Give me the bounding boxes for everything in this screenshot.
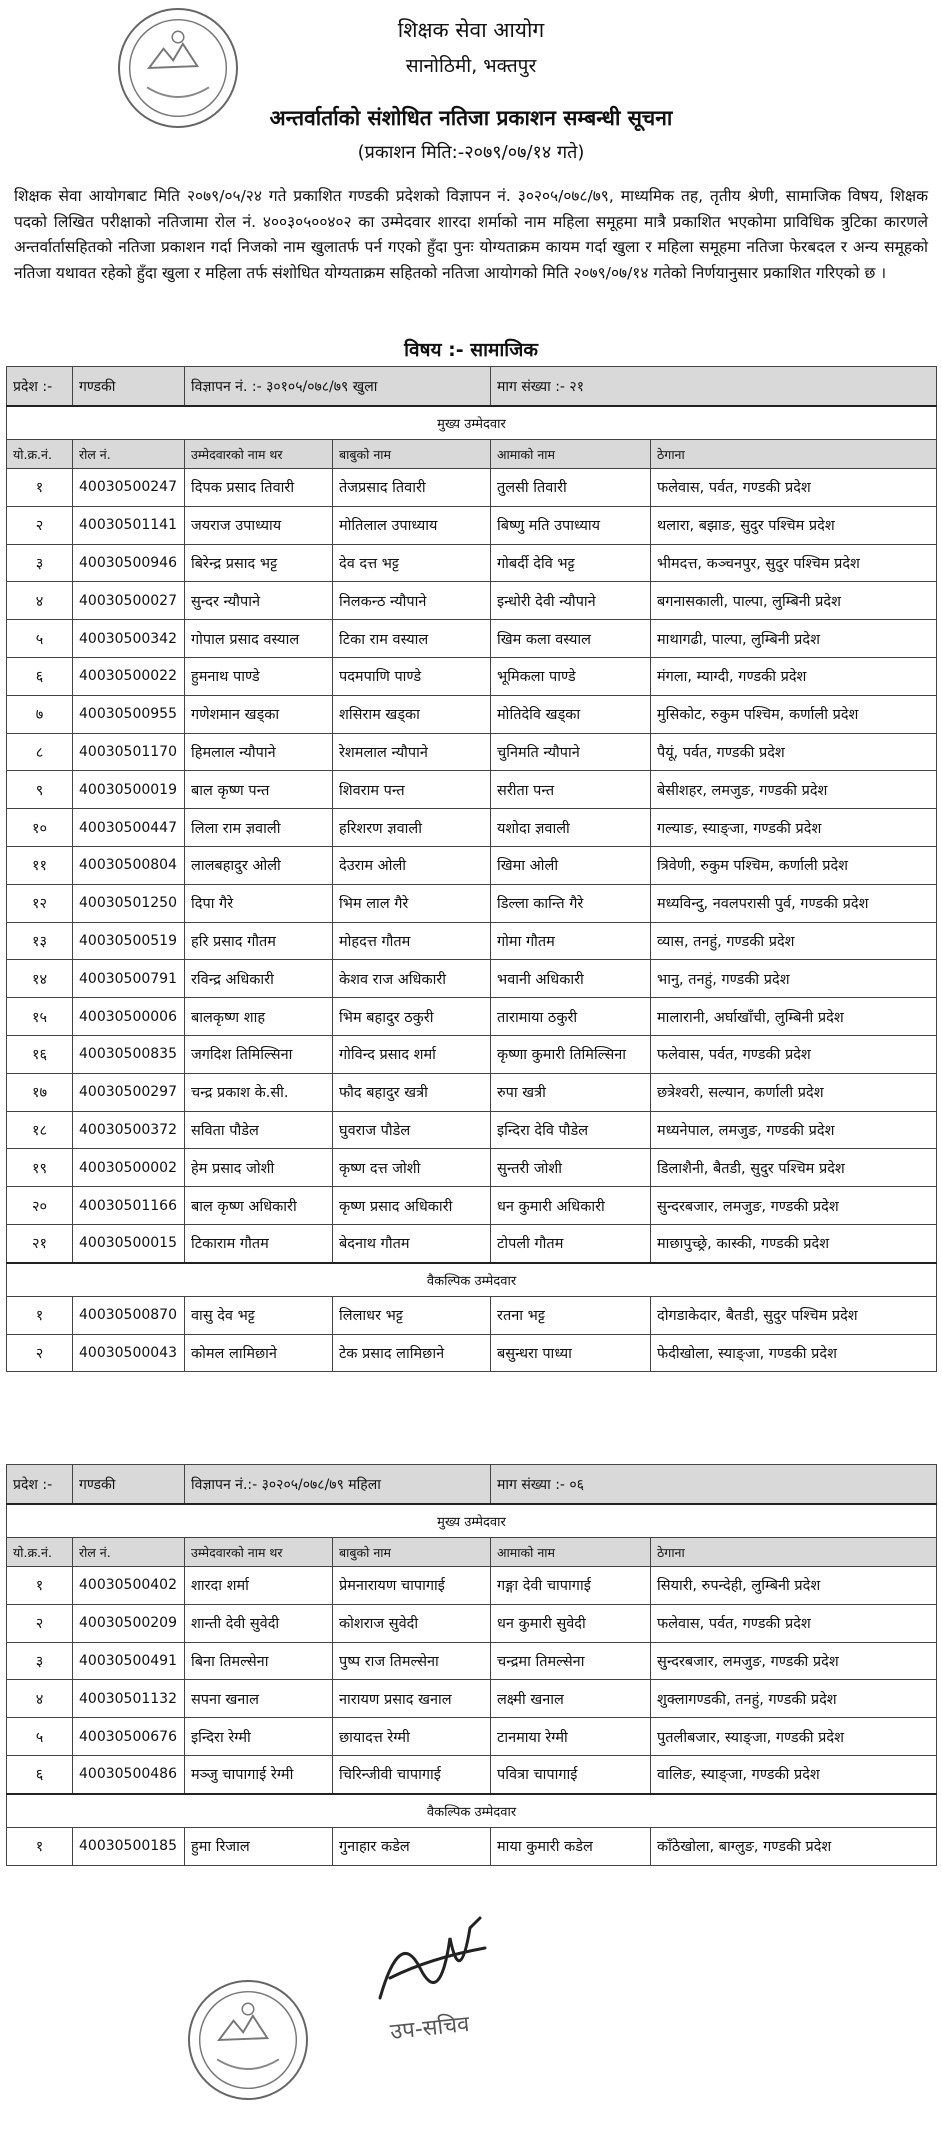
- cell-father: बेदनाथ गौतम: [333, 1224, 491, 1262]
- cell-roll: 40030500015: [73, 1224, 185, 1262]
- cell-father: कोशराज सुवेदी: [333, 1604, 491, 1642]
- cell-father: लिलाधर भट्ट: [333, 1296, 491, 1334]
- table-row: [7, 695, 937, 733]
- cell-sn: ६: [7, 1755, 73, 1793]
- cell-mother: माया कुमारी कडेल: [491, 1827, 651, 1865]
- cell-father: कृष्ण प्रसाद अधिकारी: [333, 1187, 491, 1225]
- column-header-name: उम्मेदवारको नाम थर: [185, 1538, 333, 1567]
- table-row: [7, 544, 937, 582]
- cell-sn: १: [7, 1567, 73, 1605]
- table-row: [7, 771, 937, 809]
- table-row: [7, 846, 937, 884]
- column-header-name: उम्मेदवारको नाम थर: [185, 440, 333, 469]
- cell-name: टिकाराम गौतम: [185, 1224, 333, 1262]
- cell-sn: १८: [7, 1111, 73, 1149]
- cell-sn: ७: [7, 695, 73, 733]
- cell-mother: खिमा ओली: [491, 846, 651, 884]
- result-table-women: [6, 1464, 937, 1866]
- table-meta-row: [7, 1465, 937, 1505]
- cell-roll: 40030500519: [73, 922, 185, 960]
- column-header-roll: रोल नं.: [73, 1538, 185, 1567]
- cell-roll: 40030500946: [73, 544, 185, 582]
- government-seal-bottom: [188, 1980, 308, 2100]
- cell-sn: ५: [7, 620, 73, 658]
- cell-address: माछापुच्छ्रे, कास्की, गण्डकी प्रदेश: [651, 1224, 937, 1262]
- cell-father: मोहदत्त गौतम: [333, 922, 491, 960]
- cell-address: मध्यनेपाल, लमजुङ, गण्डकी प्रदेश: [651, 1111, 937, 1149]
- cell-address: गल्याङ, स्याङ्जा, गण्डकी प्रदेश: [651, 809, 937, 847]
- table-row: [7, 1604, 937, 1642]
- cell-mother: बिष्णु मति उपाध्याय: [491, 506, 651, 544]
- cell-father: शसिराम खड्का: [333, 695, 491, 733]
- cell-address: छत्रेश्वरी, सल्यान, कर्णाली प्रदेश: [651, 1073, 937, 1111]
- cell-roll: 40030500870: [73, 1296, 185, 1334]
- cell-father: पुष्प राज तिमल्सेना: [333, 1642, 491, 1680]
- cell-roll: 40030500676: [73, 1718, 185, 1756]
- main-heading-row: [7, 406, 937, 440]
- cell-name: गोपाल प्रसाद वस्याल: [185, 620, 333, 658]
- advert-number: विज्ञापन नं.:- ३०२०५/०७८/७९ महिला: [185, 1465, 491, 1505]
- cell-father: नारायण प्रसाद खनाल: [333, 1680, 491, 1718]
- cell-sn: २०: [7, 1187, 73, 1225]
- cell-roll: 40030500486: [73, 1755, 185, 1793]
- cell-name: रविन्द्र अधिकारी: [185, 960, 333, 998]
- cell-sn: १२: [7, 884, 73, 922]
- cell-roll: 40030500027: [73, 582, 185, 620]
- main-candidates-heading: मुख्य उम्मेदवार: [7, 1504, 937, 1538]
- cell-name: शारदा शर्मा: [185, 1567, 333, 1605]
- cell-father: हरिशरण ज्ञवाली: [333, 809, 491, 847]
- cell-address: सियारी, रुपन्देही, लुम्बिनी प्रदेश: [651, 1567, 937, 1605]
- table-row: [7, 1035, 937, 1073]
- column-header-address: ठेगाना: [651, 1538, 937, 1567]
- column-header-sn: यो.क्र.नं.: [7, 440, 73, 469]
- cell-roll: 40030501132: [73, 1680, 185, 1718]
- table-row: [7, 582, 937, 620]
- cell-sn: २: [7, 1604, 73, 1642]
- cell-father: भिम लाल गैरे: [333, 884, 491, 922]
- cell-address: फेदीखोला, स्याङ्जा, गण्डकी प्रदेश: [651, 1334, 937, 1372]
- cell-name: चन्द्र प्रकाश के.सी.: [185, 1073, 333, 1111]
- main-heading-row: [7, 1504, 937, 1538]
- cell-mother: चुनिमति न्यौपाने: [491, 733, 651, 771]
- cell-father: टिका राम वस्याल: [333, 620, 491, 658]
- cell-address: दोगडाकेदार, बैतडी, सुदुर पश्चिम प्रदेश: [651, 1296, 937, 1334]
- province-value: गण्डकी: [73, 1465, 185, 1505]
- cell-roll: 40030500491: [73, 1642, 185, 1680]
- alternate-candidates-heading: वैकल्पिक उम्मेदवार: [7, 1263, 937, 1297]
- column-header-sn: यो.क्र.नं.: [7, 1538, 73, 1567]
- cell-roll: 40030500804: [73, 846, 185, 884]
- org-name: शिक्षक सेवा आयोग: [397, 18, 545, 42]
- column-header-mother: आमाको नाम: [491, 440, 651, 469]
- cell-sn: २: [7, 1334, 73, 1372]
- cell-name: इन्दिरा रेग्मी: [185, 1718, 333, 1756]
- table-row: [7, 1755, 937, 1793]
- cell-name: सपना खनाल: [185, 1680, 333, 1718]
- cell-name: बिना तिमल्सेना: [185, 1642, 333, 1680]
- cell-father: भिम बहादुर ठकुरी: [333, 998, 491, 1036]
- cell-address: वालिङ, स्याङ्जा, गण्डकी प्रदेश: [651, 1755, 937, 1793]
- cell-roll: 40030500247: [73, 469, 185, 507]
- signature: [360, 1908, 510, 2018]
- table-row: [7, 1642, 937, 1680]
- cell-roll: 40030501166: [73, 1187, 185, 1225]
- cell-address: फलेवास, पर्वत, गण्डकी प्रदेश: [651, 469, 937, 507]
- cell-mother: लक्ष्मी खनाल: [491, 1680, 651, 1718]
- cell-mother: रतना भट्ट: [491, 1296, 651, 1334]
- cell-sn: १९: [7, 1149, 73, 1187]
- cell-father: तेजप्रसाद तिवारी: [333, 469, 491, 507]
- cell-name: जगदिश तिमिल्सिना: [185, 1035, 333, 1073]
- cell-mother: इन्धोरी देवी न्यौपाने: [491, 582, 651, 620]
- publish-date: (प्रकाशन मिति:-२०७९/०७/१४ गते): [357, 142, 585, 163]
- cell-address: भीमदत्त, कञ्चनपुर, सुदुर पश्चिम प्रदेश: [651, 544, 937, 582]
- cell-sn: १३: [7, 922, 73, 960]
- org-location: सानोठिमी, भक्तपुर: [405, 55, 537, 77]
- cell-sn: ३: [7, 1642, 73, 1680]
- cell-roll: 40030500185: [73, 1827, 185, 1865]
- result-table-open: [6, 366, 937, 1372]
- cell-address: मुसिकोट, रुकुम पश्चिम, कर्णाली प्रदेश: [651, 695, 937, 733]
- table-row: [7, 1296, 937, 1334]
- table-row: [7, 998, 937, 1036]
- province-label: प्रदेश :-: [7, 1465, 73, 1505]
- table-row: [7, 657, 937, 695]
- cell-address: सुन्दरबजार, लमजुङ, गण्डकी प्रदेश: [651, 1187, 937, 1225]
- cell-name: सुन्दर न्यौपाने: [185, 582, 333, 620]
- cell-roll: 40030500342: [73, 620, 185, 658]
- column-header-roll: रोल नं.: [73, 440, 185, 469]
- demand-count: माग संख्या :- ०६: [491, 1465, 937, 1505]
- cell-address: पैयूं, पर्वत, गण्डकी प्रदेश: [651, 733, 937, 771]
- cell-mother: यशोदा ज्ञवाली: [491, 809, 651, 847]
- cell-address: माथागढी, पाल्पा, लुम्बिनी प्रदेश: [651, 620, 937, 658]
- cell-mother: पवित्रा चापागाई: [491, 1755, 651, 1793]
- subject-heading: विषय :- सामाजिक: [404, 339, 538, 361]
- cell-name: शान्ती देवी सुवेदी: [185, 1604, 333, 1642]
- cell-sn: १: [7, 1827, 73, 1865]
- cell-mother: धन कुमारी सुवेदी: [491, 1604, 651, 1642]
- cell-father: फौद बहादुर खत्री: [333, 1073, 491, 1111]
- cell-name: बालकृष्ण शाह: [185, 998, 333, 1036]
- cell-father: घुवराज पौडेल: [333, 1111, 491, 1149]
- cell-roll: 40030500402: [73, 1567, 185, 1605]
- cell-name: बाल कृष्ण पन्त: [185, 771, 333, 809]
- cell-address: भानु, तनहुं, गण्डकी प्रदेश: [651, 960, 937, 998]
- cell-mother: डिल्ला कान्ति गैरे: [491, 884, 651, 922]
- main-candidates-heading: मुख्य उम्मेदवार: [7, 406, 937, 440]
- cell-father: गुनाहार कडेल: [333, 1827, 491, 1865]
- cell-roll: 40030501170: [73, 733, 185, 771]
- cell-roll: 40030500791: [73, 960, 185, 998]
- cell-roll: 40030500955: [73, 695, 185, 733]
- alternate-heading-row: [7, 1794, 937, 1828]
- alternate-heading-row: [7, 1263, 937, 1297]
- table-row: [7, 1149, 937, 1187]
- cell-roll: 40030500297: [73, 1073, 185, 1111]
- cell-father: शिवराम पन्त: [333, 771, 491, 809]
- cell-mother: खिम कला वस्याल: [491, 620, 651, 658]
- cell-address: फलेवास, पर्वत, गण्डकी प्रदेश: [651, 1604, 937, 1642]
- column-header-address: ठेगाना: [651, 440, 937, 469]
- cell-mother: गोमा गौतम: [491, 922, 651, 960]
- cell-mother: गङ्गा देवी चापागाई: [491, 1567, 651, 1605]
- cell-address: काँठेखोला, बाग्लुङ, गण्डकी प्रदेश: [651, 1827, 937, 1865]
- cell-father: छायादत्त रेग्मी: [333, 1718, 491, 1756]
- cell-father: गोविन्द प्रसाद शर्मा: [333, 1035, 491, 1073]
- table-row: [7, 1334, 937, 1372]
- designation: उप-सचिव: [389, 2011, 471, 2046]
- cell-sn: ३: [7, 544, 73, 582]
- cell-sn: १: [7, 1296, 73, 1334]
- cell-address: मालारानी, अर्घाखाँची, लुम्बिनी प्रदेश: [651, 998, 937, 1036]
- table-row: [7, 733, 937, 771]
- cell-father: केशव राज अधिकारी: [333, 960, 491, 998]
- table-row: [7, 1224, 937, 1262]
- table-meta-row: [7, 367, 937, 407]
- table-row: [7, 1827, 937, 1865]
- cell-name: हुमनाथ पाण्डे: [185, 657, 333, 695]
- cell-mother: टानमाया रेग्मी: [491, 1718, 651, 1756]
- cell-name: हुमा रिजाल: [185, 1827, 333, 1865]
- cell-mother: सुन्तरी जोशी: [491, 1149, 651, 1187]
- table-row: [7, 1680, 937, 1718]
- cell-father: रेशमलाल न्यौपाने: [333, 733, 491, 771]
- table-row: [7, 809, 937, 847]
- table-row: [7, 1187, 937, 1225]
- table-row: [7, 1718, 937, 1756]
- cell-roll: 40030500447: [73, 809, 185, 847]
- cell-sn: ११: [7, 846, 73, 884]
- cell-address: त्रिवेणी, रुकुम पश्चिम, कर्णाली प्रदेश: [651, 846, 937, 884]
- cell-address: बगनासकाली, पाल्पा, लुम्बिनी प्रदेश: [651, 582, 937, 620]
- cell-father: टेक प्रसाद लामिछाने: [333, 1334, 491, 1372]
- cell-roll: 40030500372: [73, 1111, 185, 1149]
- cell-sn: ४: [7, 582, 73, 620]
- column-header-mother: आमाको नाम: [491, 1538, 651, 1567]
- cell-mother: इन्दिरा देवि पौडेल: [491, 1111, 651, 1149]
- cell-sn: १०: [7, 809, 73, 847]
- cell-name: दिपा गैरे: [185, 884, 333, 922]
- notice-title: अन्तर्वार्ताको संशोधित नतिजा प्रकाशन सम्बन्धी सूचना: [269, 106, 673, 130]
- cell-name: बिरेन्द्र प्रसाद भट्ट: [185, 544, 333, 582]
- column-header-row: [7, 440, 937, 469]
- table-row: [7, 884, 937, 922]
- cell-name: हेम प्रसाद जोशी: [185, 1149, 333, 1187]
- column-header-row: [7, 1538, 937, 1567]
- cell-sn: १५: [7, 998, 73, 1036]
- cell-father: देउराम ओली: [333, 846, 491, 884]
- cell-name: सविता पौडेल: [185, 1111, 333, 1149]
- cell-address: फलेवास, पर्वत, गण्डकी प्रदेश: [651, 1035, 937, 1073]
- column-header-father: बाबुको नाम: [333, 440, 491, 469]
- cell-father: निलकन्ठ न्यौपाने: [333, 582, 491, 620]
- cell-name: मञ्जु चापागाई रेग्मी: [185, 1755, 333, 1793]
- cell-father: प्रेमनारायण चापागाई: [333, 1567, 491, 1605]
- cell-name: गणेशमान खड्का: [185, 695, 333, 733]
- demand-count: माग संख्या :- २१: [491, 367, 937, 407]
- cell-roll: 40030500022: [73, 657, 185, 695]
- cell-father: मोतिलाल उपाध्याय: [333, 506, 491, 544]
- cell-roll: 40030500835: [73, 1035, 185, 1073]
- cell-roll: 40030501250: [73, 884, 185, 922]
- cell-mother: तारामाया ठकुरी: [491, 998, 651, 1036]
- cell-father: पदमपाणि पाण्डे: [333, 657, 491, 695]
- cell-address: डिलाशैनी, बैतडी, सुदुर पश्चिम प्रदेश: [651, 1149, 937, 1187]
- cell-name: बाल कृष्ण अधिकारी: [185, 1187, 333, 1225]
- cell-sn: २१: [7, 1224, 73, 1262]
- cell-name: कोमल लामिछाने: [185, 1334, 333, 1372]
- cell-mother: सरीता पन्त: [491, 771, 651, 809]
- cell-name: वासु देव भट्ट: [185, 1296, 333, 1334]
- cell-mother: धन कुमारी अधिकारी: [491, 1187, 651, 1225]
- cell-name: हिमलाल न्यौपाने: [185, 733, 333, 771]
- cell-mother: कृष्णा कुमारी तिमिल्सिना: [491, 1035, 651, 1073]
- cell-mother: रुपा खत्री: [491, 1073, 651, 1111]
- cell-mother: मोतिदेवि खड्का: [491, 695, 651, 733]
- cell-roll: 40030500019: [73, 771, 185, 809]
- table-row: [7, 1111, 937, 1149]
- table-row: [7, 1073, 937, 1111]
- cell-mother: बसुन्धरा पाध्या: [491, 1334, 651, 1372]
- cell-address: शुक्लागण्डकी, तनहुं, गण्डकी प्रदेश: [651, 1680, 937, 1718]
- table-row: [7, 506, 937, 544]
- cell-roll: 40030500002: [73, 1149, 185, 1187]
- cell-sn: ४: [7, 1680, 73, 1718]
- table-row: [7, 960, 937, 998]
- cell-address: पुतलीबजार, स्याङ्जा, गण्डकी प्रदेश: [651, 1718, 937, 1756]
- table-row: [7, 469, 937, 507]
- cell-name: जयराज उपाध्याय: [185, 506, 333, 544]
- cell-name: दिपक प्रसाद तिवारी: [185, 469, 333, 507]
- cell-name: लालबहादुर ओली: [185, 846, 333, 884]
- cell-address: व्यास, तनहुं, गण्डकी प्रदेश: [651, 922, 937, 960]
- cell-mother: टोपली गौतम: [491, 1224, 651, 1262]
- cell-father: चिरिन्जीवी चापागाई: [333, 1755, 491, 1793]
- cell-mother: चन्द्रमा तिमल्सेना: [491, 1642, 651, 1680]
- cell-sn: ६: [7, 657, 73, 695]
- table-row: [7, 620, 937, 658]
- alternate-candidates-heading: वैकल्पिक उम्मेदवार: [7, 1794, 937, 1828]
- cell-roll: 40030500006: [73, 998, 185, 1036]
- cell-roll: 40030501141: [73, 506, 185, 544]
- cell-father: देव दत्त भट्ट: [333, 544, 491, 582]
- column-header-father: बाबुको नाम: [333, 1538, 491, 1567]
- table-row: [7, 922, 937, 960]
- cell-address: सुन्दरबजार, लमजुङ, गण्डकी प्रदेश: [651, 1642, 937, 1680]
- cell-sn: ८: [7, 733, 73, 771]
- cell-address: मंगला, म्याग्दी, गण्डकी प्रदेश: [651, 657, 937, 695]
- cell-mother: तुलसी तिवारी: [491, 469, 651, 507]
- cell-father: कृष्ण दत्त जोशी: [333, 1149, 491, 1187]
- cell-mother: भूमिकला पाण्डे: [491, 657, 651, 695]
- cell-sn: १: [7, 469, 73, 507]
- advert-number: विज्ञापन नं. :- ३०१०५/०७८/७९ खुला: [185, 367, 491, 407]
- table-row: [7, 1567, 937, 1605]
- cell-sn: १४: [7, 960, 73, 998]
- cell-name: हरि प्रसाद गौतम: [185, 922, 333, 960]
- province-label: प्रदेश :-: [7, 367, 73, 407]
- notice-paragraph: शिक्षक सेवा आयोगबाट मिति २०७९/०५/२४ गते प्रकाशित गण्डकी प्रदेशको विज्ञापन नं. ३०२०५/०७८/७९, माध्यमिक तह, तृतीय श्रेणी, सामाजिक विषय, शिक्षक पदको लिखित परीक्षाको नतिजामा रोल नं. ४००३०५००४०२ का उम्मेदवार शारदा शर्माको नाम महिला समूहमा मात्रै प्रकाशित भएकोमा प्राविधिक त्रुटिका कारणले अन्तर्वार्तासहितको नतिजा प्रकाशन गर्दा निजको नाम खुलातर्फ पर्न गएको हुँदा पुनः योग्यताक्रम कायम गर्दा खुला र महिला समूहमा नतिजा फेरबदल र अन्य समूहको नतिजा यथावत रहेको हुँदा खुला र महिला तर्फ संशोधित योग्यताक्रम सहितको नतिजा आयोगको मिति २०७९/०७/१४ गतेको निर्णयानुसार प्रकाशित गरिएको छ ।: [14, 187, 928, 282]
- cell-name: लिला राम ज्ञवाली: [185, 809, 333, 847]
- cell-sn: ५: [7, 1718, 73, 1756]
- cell-roll: 40030500209: [73, 1604, 185, 1642]
- cell-sn: १६: [7, 1035, 73, 1073]
- cell-mother: भवानी अधिकारी: [491, 960, 651, 998]
- province-value: गण्डकी: [73, 367, 185, 407]
- cell-address: मध्यविन्दु, नवलपरासी पुर्व, गण्डकी प्रदेश: [651, 884, 937, 922]
- cell-address: थलारा, बझाङ, सुदुर पश्चिम प्रदेश: [651, 506, 937, 544]
- cell-address: बेसीशहर, लमजुङ, गण्डकी प्रदेश: [651, 771, 937, 809]
- cell-sn: १७: [7, 1073, 73, 1111]
- cell-mother: गोबर्दी देवि भट्ट: [491, 544, 651, 582]
- cell-sn: २: [7, 506, 73, 544]
- cell-sn: ९: [7, 771, 73, 809]
- cell-roll: 40030500043: [73, 1334, 185, 1372]
